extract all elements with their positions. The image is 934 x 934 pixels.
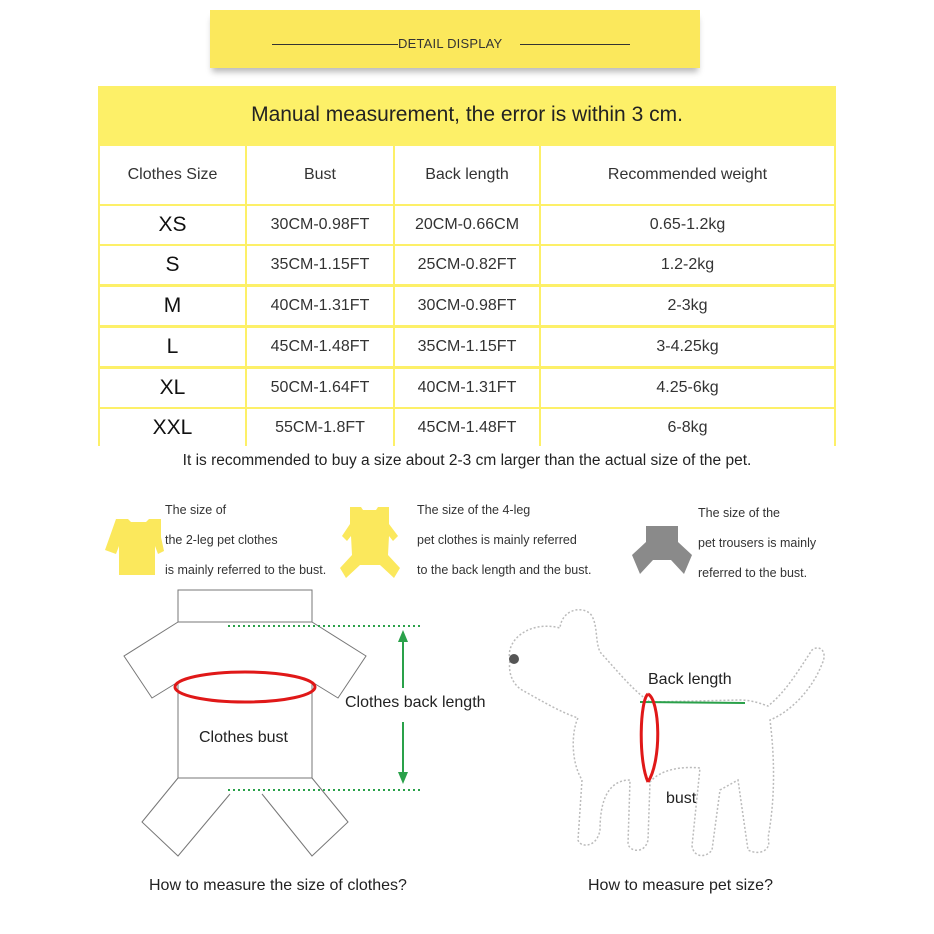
table-cell-col-back-length: 20CM-0.66CM xyxy=(395,206,539,244)
two-leg-shirt-icon xyxy=(105,519,164,575)
note-two-leg xyxy=(165,495,326,585)
table-cell-col-size: XXL xyxy=(100,409,245,447)
dog-bust-measure xyxy=(641,694,658,782)
table-cell-col-weight: 1.2-2kg xyxy=(541,246,834,284)
table-cell-col-weight: 3-4.25kg xyxy=(541,328,834,366)
note-four-leg xyxy=(417,495,591,585)
banner-title: DETAIL DISPLAY xyxy=(398,36,503,51)
table-cell-col-bust: 40CM-1.31FT xyxy=(247,287,393,325)
table-cell-col-size: XS xyxy=(100,206,245,244)
note-trousers-line1: The size of the xyxy=(698,506,780,520)
table-cell-col-weight: 0.65-1.2kg xyxy=(541,206,834,244)
note-four-leg-line2: pet clothes is mainly referred xyxy=(417,533,577,547)
table-cell-col-back-length: 35CM-1.15FT xyxy=(395,328,539,366)
dog-nose-icon xyxy=(509,654,519,664)
dog-back-length-line xyxy=(640,702,745,703)
note-trousers-line2: pet trousers is mainly xyxy=(698,536,817,550)
table-cell-col-size: S xyxy=(100,246,245,284)
four-leg-suit-icon xyxy=(340,507,400,578)
table-cell-col-back-length: 40CM-1.31FT xyxy=(395,369,539,407)
clothes-back-length-label: Clothes back length xyxy=(345,694,486,711)
note-four-leg-line1: The size of the 4-leg xyxy=(417,503,531,517)
dog-outline xyxy=(509,610,824,856)
clothes-bust-measure xyxy=(175,672,315,702)
pet-caption: How to measure pet size? xyxy=(588,877,773,894)
table-header-col-size: Clothes Size xyxy=(100,146,245,204)
table-cell-col-back-length: 45CM-1.48FT xyxy=(395,409,539,447)
table-cell-col-back-length: 25CM-0.82FT xyxy=(395,246,539,284)
note-two-leg-line2: the 2-leg pet clothes xyxy=(165,533,278,547)
size-recommendation: It is recommended to buy a size about 2-3 cm larger than the actual size of the pet. xyxy=(182,452,752,469)
table-cell-col-bust: 30CM-0.98FT xyxy=(247,206,393,244)
table-cell-col-size: XL xyxy=(100,369,245,407)
note-trousers xyxy=(698,498,816,588)
table-cell-col-bust: 35CM-1.15FT xyxy=(247,246,393,284)
clothes-outline xyxy=(124,590,366,856)
table-cell-col-weight: 6-8kg xyxy=(541,409,834,447)
table-header-col-bust: Bust xyxy=(247,146,393,204)
dog-bust-label: bust xyxy=(666,790,697,807)
table-cell-col-weight: 4.25-6kg xyxy=(541,369,834,407)
trousers-icon xyxy=(632,526,692,574)
table-cell-col-size: L xyxy=(100,328,245,366)
table-cell-col-bust: 55CM-1.8FT xyxy=(247,409,393,447)
clothes-caption: How to measure the size of clothes? xyxy=(149,877,407,894)
table-cell-col-bust: 50CM-1.64FT xyxy=(247,369,393,407)
note-four-leg-line3: to the back length and the bust. xyxy=(417,563,592,577)
table-cell-col-bust: 45CM-1.48FT xyxy=(247,328,393,366)
table-cell-col-weight: 2-3kg xyxy=(541,287,834,325)
table-cell-col-size: M xyxy=(100,287,245,325)
note-trousers-line3: referred to the bust. xyxy=(698,566,808,580)
note-two-leg-line1: The size of xyxy=(165,503,227,517)
table-cell-col-back-length: 30CM-0.98FT xyxy=(395,287,539,325)
clothes-bust-label: Clothes bust xyxy=(199,729,288,746)
table-header-col-weight: Recommended weight xyxy=(541,146,834,204)
dog-back-length-label: Back length xyxy=(648,671,732,688)
note-two-leg-line3: is mainly referred to the bust. xyxy=(165,563,327,577)
table-header-col-back-length: Back length xyxy=(395,146,539,204)
size-table-header: Manual measurement, the error is within 3 cm. xyxy=(251,103,683,126)
